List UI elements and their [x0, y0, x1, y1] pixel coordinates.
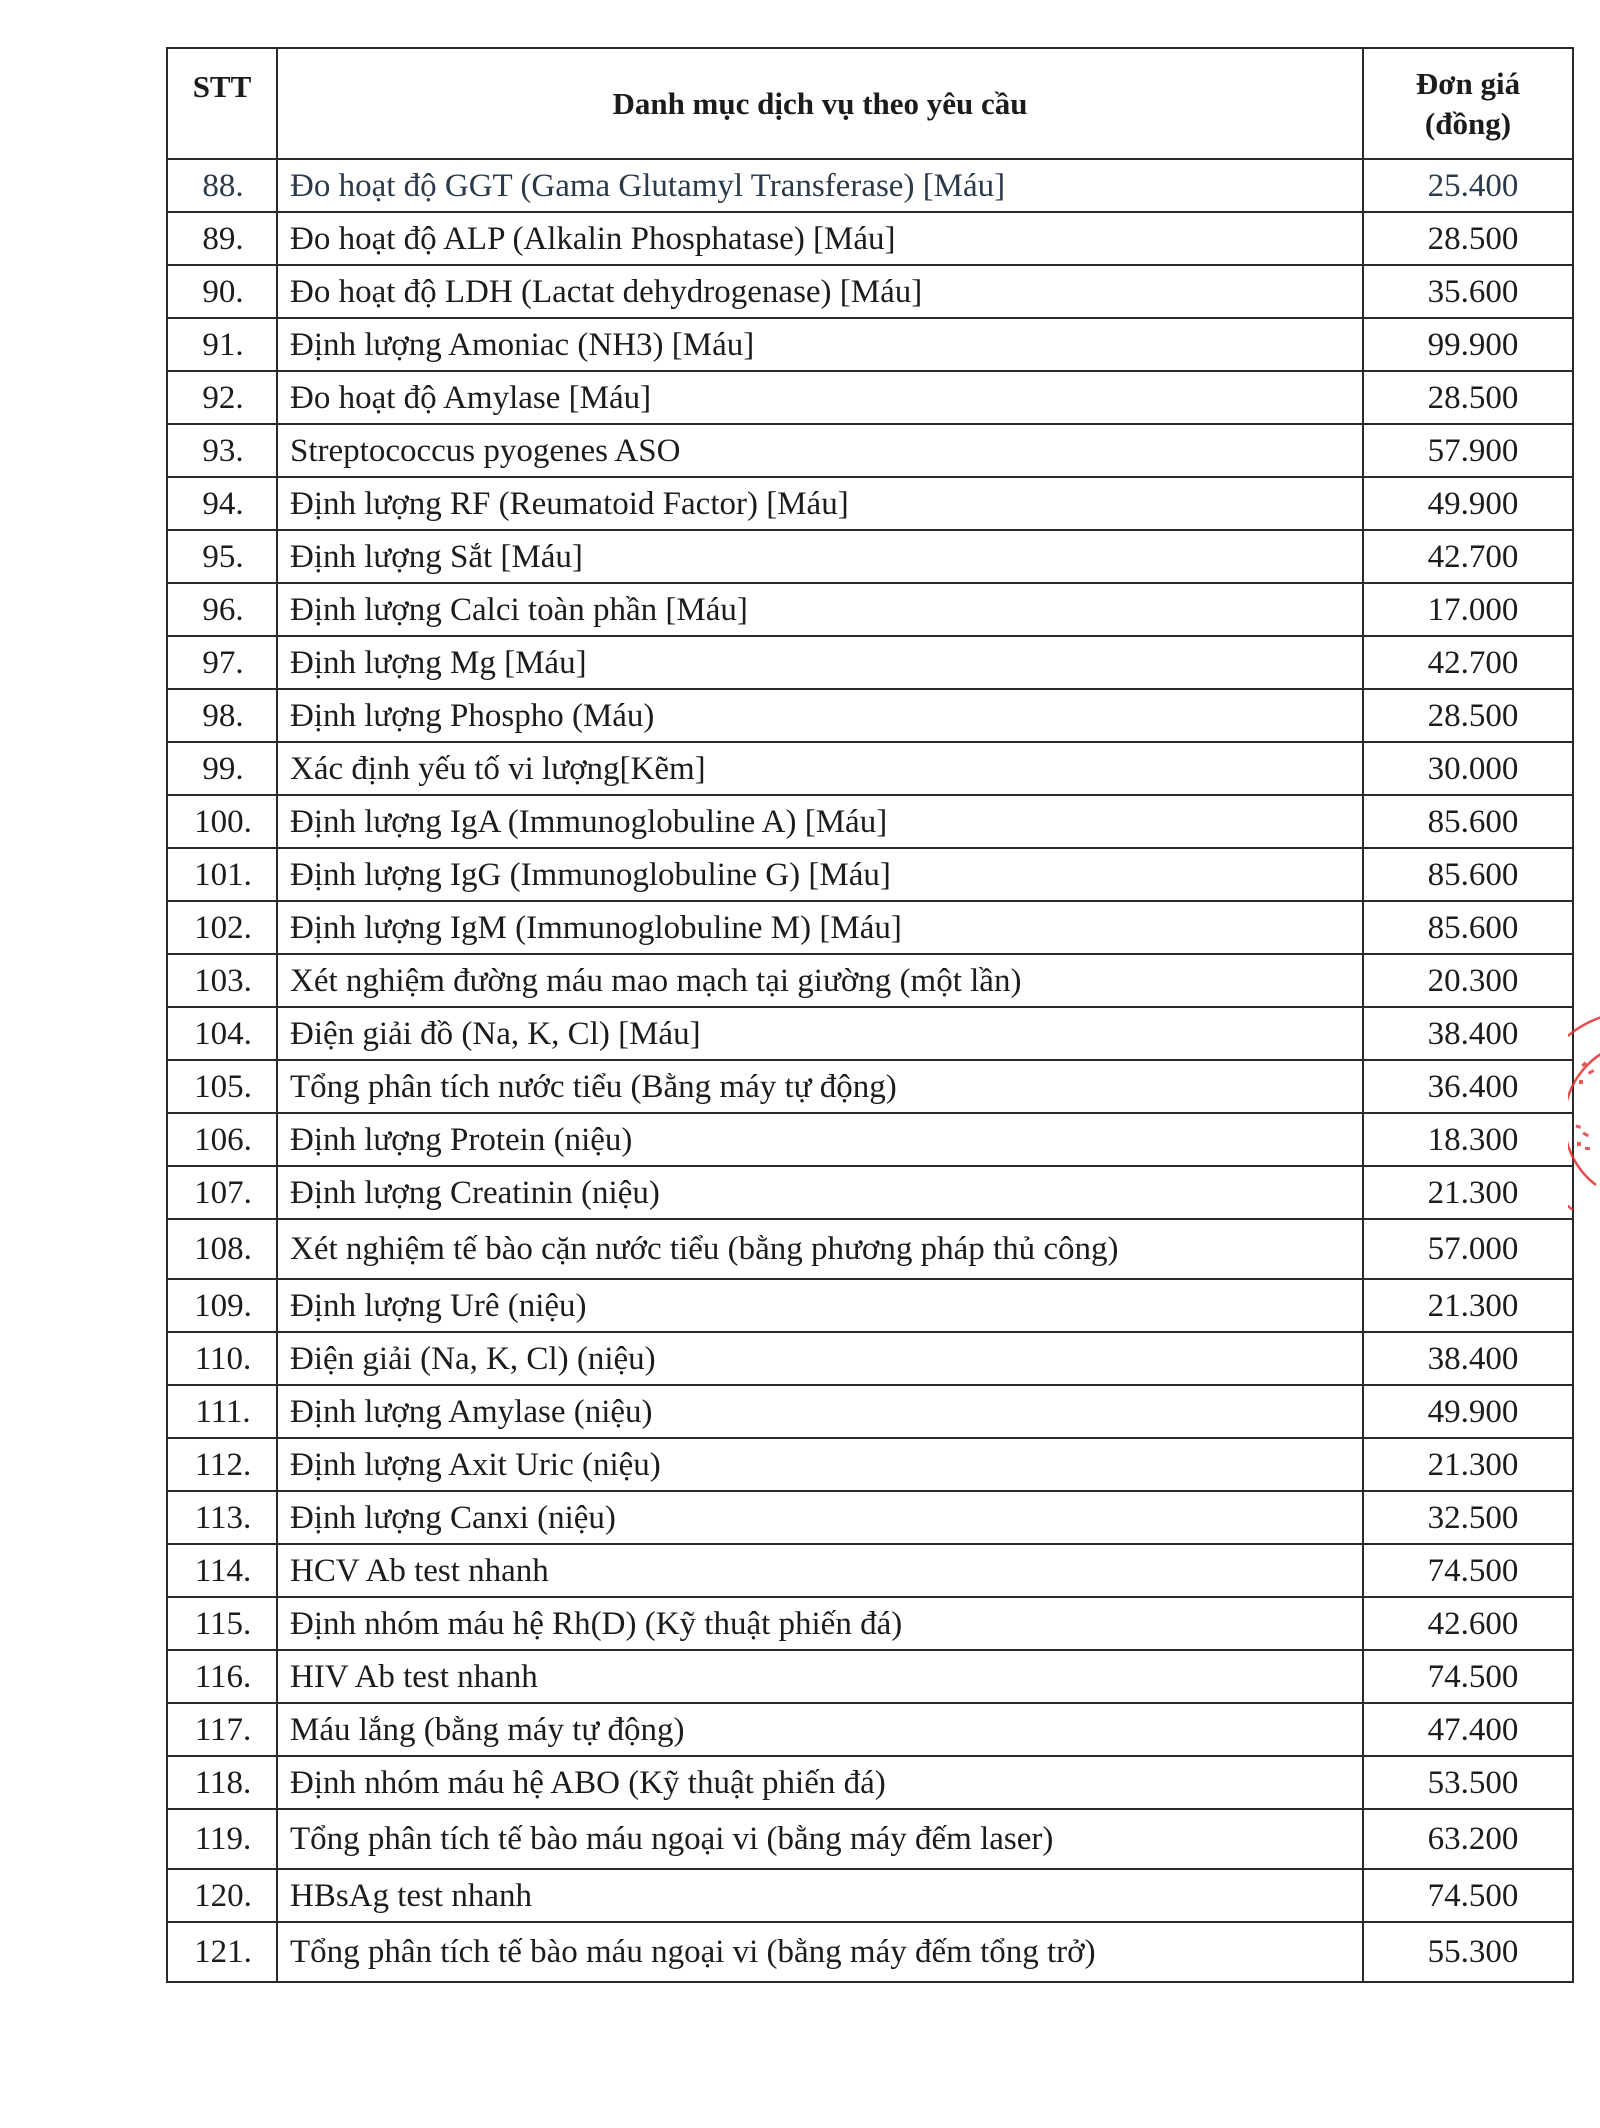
table-row: [167, 1113, 1573, 1166]
table-body: [167, 159, 1573, 1982]
row-service-name: Xác định yếu tố vi lượng[Kẽm]: [277, 742, 1363, 795]
row-stt: 115.: [167, 1597, 277, 1650]
table-row: [167, 636, 1573, 689]
table-row: [167, 954, 1573, 1007]
row-unit-price: 28.500: [1363, 689, 1573, 742]
row-unit-price: 49.900: [1363, 477, 1573, 530]
row-stt: 91.: [167, 318, 277, 371]
table-row: [167, 1809, 1573, 1869]
row-stt: 116.: [167, 1650, 277, 1703]
row-service-name: Định lượng Protein (niệu): [277, 1113, 1363, 1166]
row-stt: 119.: [167, 1809, 277, 1869]
row-unit-price: 74.500: [1363, 1869, 1573, 1922]
table-row: [167, 583, 1573, 636]
row-service-name: Tổng phân tích tế bào máu ngoại vi (bằng máy đếm laser): [277, 1809, 1363, 1869]
row-service-name: Đo hoạt độ ALP (Alkalin Phosphatase) [Máu]: [277, 212, 1363, 265]
row-stt: 101.: [167, 848, 277, 901]
row-service-name: Xét nghiệm đường máu mao mạch tại giường (một lần): [277, 954, 1363, 1007]
row-unit-price: 42.700: [1363, 530, 1573, 583]
row-stt: 120.: [167, 1869, 277, 1922]
row-unit-price: 21.300: [1363, 1279, 1573, 1332]
row-stt: 117.: [167, 1703, 277, 1756]
table-row: [167, 1922, 1573, 1982]
price-list-page: [166, 47, 1572, 1983]
row-unit-price: 28.500: [1363, 212, 1573, 265]
stamp-outer-arc: [1568, 1015, 1600, 1210]
row-unit-price: 85.600: [1363, 901, 1573, 954]
row-service-name: Đo hoạt độ LDH (Lactat dehydrogenase) [Máu]: [277, 265, 1363, 318]
row-service-name: Đo hoạt độ Amylase [Máu]: [277, 371, 1363, 424]
table-row: [167, 1385, 1573, 1438]
row-stt: 96.: [167, 583, 277, 636]
row-service-name: HCV Ab test nhanh: [277, 1544, 1363, 1597]
row-service-name: Định lượng Amylase (niệu): [277, 1385, 1363, 1438]
row-stt: 106.: [167, 1113, 277, 1166]
row-stt: 111.: [167, 1385, 277, 1438]
row-stt: 88.: [167, 159, 277, 212]
table-row: [167, 1438, 1573, 1491]
row-service-name: Định lượng RF (Reumatoid Factor) [Máu]: [277, 477, 1363, 530]
header-unit-price-line1: Đơn giá: [1415, 65, 1521, 101]
row-service-name: HBsAg test nhanh: [277, 1869, 1363, 1922]
table-row: [167, 1007, 1573, 1060]
table-row: [167, 1491, 1573, 1544]
row-stt: 93.: [167, 424, 277, 477]
row-stt: 109.: [167, 1279, 277, 1332]
header-service-name: Danh mục dịch vụ theo yêu cầu: [277, 48, 1363, 159]
table-row: [167, 795, 1573, 848]
table-row: [167, 1219, 1573, 1279]
row-unit-price: 36.400: [1363, 1060, 1573, 1113]
row-unit-price: 55.300: [1363, 1922, 1573, 1982]
header-stt: STT: [167, 48, 277, 159]
row-unit-price: 57.000: [1363, 1219, 1573, 1279]
row-unit-price: 85.600: [1363, 795, 1573, 848]
table-row: [167, 1544, 1573, 1597]
row-service-name: Định lượng IgG (Immunoglobuline G) [Máu]: [277, 848, 1363, 901]
row-stt: 95.: [167, 530, 277, 583]
row-service-name: Điện giải đồ (Na, K, Cl) [Máu]: [277, 1007, 1363, 1060]
row-stt: 89.: [167, 212, 277, 265]
row-service-name: Định lượng Phospho (Máu): [277, 689, 1363, 742]
row-service-name: Định lượng IgM (Immunoglobuline M) [Máu]: [277, 901, 1363, 954]
table-row: [167, 1703, 1573, 1756]
row-unit-price: 49.900: [1363, 1385, 1573, 1438]
table-row: [167, 159, 1573, 212]
table-row: [167, 265, 1573, 318]
table-row: [167, 1597, 1573, 1650]
table-row: [167, 1279, 1573, 1332]
row-unit-price: 28.500: [1363, 371, 1573, 424]
table-row: [167, 424, 1573, 477]
row-unit-price: 53.500: [1363, 1756, 1573, 1809]
row-stt: 121.: [167, 1922, 277, 1982]
row-service-name: Định lượng Sắt [Máu]: [277, 530, 1363, 583]
row-service-name: Tổng phân tích tế bào máu ngoại vi (bằng máy đếm tổng trở): [277, 1922, 1363, 1982]
table-row: [167, 848, 1573, 901]
table-row: [167, 1166, 1573, 1219]
row-stt: 104.: [167, 1007, 277, 1060]
row-stt: 118.: [167, 1756, 277, 1809]
table-row: [167, 212, 1573, 265]
row-service-name: Streptococcus pyogenes ASO: [277, 424, 1363, 477]
row-unit-price: 25.400: [1363, 159, 1573, 212]
header-unit-price-line2: (đồng): [1424, 105, 1512, 141]
table-row: [167, 1060, 1573, 1113]
row-service-name: Định nhóm máu hệ Rh(D) (Kỹ thuật phiến đá): [277, 1597, 1363, 1650]
row-stt: 100.: [167, 795, 277, 848]
row-stt: 97.: [167, 636, 277, 689]
table-row: [167, 477, 1573, 530]
row-stt: 99.: [167, 742, 277, 795]
row-stt: 94.: [167, 477, 277, 530]
row-service-name: Điện giải (Na, K, Cl) (niệu): [277, 1332, 1363, 1385]
row-stt: 103.: [167, 954, 277, 1007]
row-service-name: HIV Ab test nhanh: [277, 1650, 1363, 1703]
row-unit-price: 30.000: [1363, 742, 1573, 795]
service-price-table: [166, 47, 1574, 1983]
row-stt: 102.: [167, 901, 277, 954]
row-service-name: Định lượng Amoniac (NH3) [Máu]: [277, 318, 1363, 371]
row-stt: 108.: [167, 1219, 277, 1279]
table-row: [167, 371, 1573, 424]
row-unit-price: 20.300: [1363, 954, 1573, 1007]
row-stt: 90.: [167, 265, 277, 318]
row-unit-price: 18.300: [1363, 1113, 1573, 1166]
row-stt: 110.: [167, 1332, 277, 1385]
row-unit-price: 17.000: [1363, 583, 1573, 636]
row-service-name: Tổng phân tích nước tiểu (Bằng máy tự động): [277, 1060, 1363, 1113]
row-unit-price: 57.900: [1363, 424, 1573, 477]
table-row: [167, 530, 1573, 583]
row-unit-price: 99.900: [1363, 318, 1573, 371]
row-unit-price: 42.600: [1363, 1597, 1573, 1650]
row-unit-price: 38.400: [1363, 1332, 1573, 1385]
row-service-name: Định lượng Urê (niệu): [277, 1279, 1363, 1332]
row-stt: 114.: [167, 1544, 277, 1597]
row-unit-price: 35.600: [1363, 265, 1573, 318]
table-row: [167, 901, 1573, 954]
row-service-name: Đo hoạt độ GGT (Gama Glutamyl Transferase) [Máu]: [277, 159, 1363, 212]
row-stt: 112.: [167, 1438, 277, 1491]
row-unit-price: 21.300: [1363, 1438, 1573, 1491]
row-service-name: Định nhóm máu hệ ABO (Kỹ thuật phiến đá): [277, 1756, 1363, 1809]
table-row: [167, 689, 1573, 742]
table-row: [167, 318, 1573, 371]
row-stt: 98.: [167, 689, 277, 742]
row-stt: 107.: [167, 1166, 277, 1219]
row-service-name: Định lượng Mg [Máu]: [277, 636, 1363, 689]
row-service-name: Định lượng Creatinin (niệu): [277, 1166, 1363, 1219]
row-unit-price: 21.300: [1363, 1166, 1573, 1219]
table-row: [167, 1869, 1573, 1922]
table-row: [167, 1756, 1573, 1809]
row-service-name: Định lượng Axit Uric (niệu): [277, 1438, 1363, 1491]
row-unit-price: 74.500: [1363, 1650, 1573, 1703]
row-stt: 105.: [167, 1060, 277, 1113]
header-unit-price: [1363, 48, 1573, 159]
row-unit-price: 38.400: [1363, 1007, 1573, 1060]
row-stt: 92.: [167, 371, 277, 424]
table-row: [167, 1650, 1573, 1703]
red-seal-stamp: [1568, 1005, 1600, 1220]
row-unit-price: 63.200: [1363, 1809, 1573, 1869]
row-stt: 113.: [167, 1491, 277, 1544]
table-header-row: [167, 48, 1573, 159]
row-service-name: Máu lắng (bằng máy tự động): [277, 1703, 1363, 1756]
row-unit-price: 32.500: [1363, 1491, 1573, 1544]
row-service-name: Xét nghiệm tế bào cặn nước tiểu (bằng phương pháp thủ công): [277, 1219, 1363, 1279]
row-service-name: Định lượng Calci toàn phần [Máu]: [277, 583, 1363, 636]
row-unit-price: 42.700: [1363, 636, 1573, 689]
row-unit-price: 74.500: [1363, 1544, 1573, 1597]
row-unit-price: 85.600: [1363, 848, 1573, 901]
table-row: [167, 742, 1573, 795]
row-service-name: Định lượng Canxi (niệu): [277, 1491, 1363, 1544]
row-service-name: Định lượng IgA (Immunoglobuline A) [Máu]: [277, 795, 1363, 848]
table-row: [167, 1332, 1573, 1385]
row-unit-price: 47.400: [1363, 1703, 1573, 1756]
